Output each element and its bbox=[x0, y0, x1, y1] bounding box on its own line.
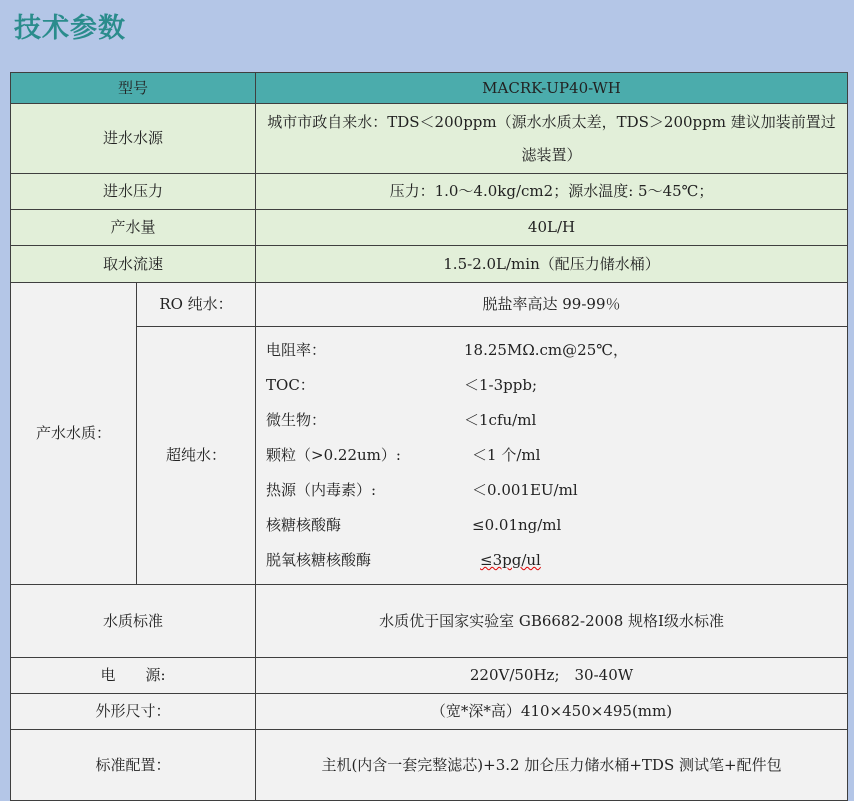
table-row bbox=[11, 210, 848, 246]
table-header-row bbox=[11, 73, 848, 104]
ro-value: 脱盐率高达 99-99％ bbox=[256, 283, 848, 327]
config-value: 主机(内含一套完整滤芯)+3.2 加仑压力储水桶+TDS 测试笔+配件包 bbox=[256, 730, 848, 801]
param-name: TOC： bbox=[266, 376, 315, 394]
quality-label: 产水水质： bbox=[11, 283, 137, 585]
table-row bbox=[11, 694, 848, 730]
output-label: 产水量 bbox=[11, 210, 256, 246]
param-row bbox=[266, 438, 837, 473]
table-row bbox=[11, 585, 848, 658]
param-row bbox=[266, 403, 837, 438]
inlet-pressure-label: 进水压力 bbox=[11, 174, 256, 210]
param-value: ＜1 个/ml bbox=[472, 446, 541, 464]
table-row bbox=[11, 327, 848, 585]
param-value: ＜1cfu/ml bbox=[464, 411, 537, 429]
spec-table bbox=[10, 72, 848, 801]
param-row bbox=[266, 543, 837, 578]
param-value: ＜1-3ppb; bbox=[464, 376, 538, 394]
standard-value: 水质优于国家实验室 GB6682-2008 规格Ⅰ级水标准 bbox=[256, 585, 848, 658]
param-name: 微生物： bbox=[266, 411, 327, 429]
table-row bbox=[11, 174, 848, 210]
inlet-source-label: 进水水源 bbox=[11, 104, 256, 174]
page-title: 技术参数 bbox=[14, 13, 126, 44]
param-row bbox=[266, 368, 837, 403]
param-name: 电阻率： bbox=[266, 341, 327, 359]
size-label: 外形尺寸： bbox=[11, 694, 256, 730]
power-label: 电 源: bbox=[11, 658, 256, 694]
param-name: 热源（内毒素）: bbox=[266, 481, 377, 499]
table-row bbox=[11, 730, 848, 801]
table-row bbox=[11, 283, 848, 327]
inlet-pressure-value: 压力：1.0～4.0kg/cm2；源水温度: 5～45℃； bbox=[256, 174, 848, 210]
table-row bbox=[11, 104, 848, 174]
model-label: 型号 bbox=[11, 73, 256, 104]
output-value: 40L/H bbox=[256, 210, 848, 246]
param-row bbox=[266, 333, 837, 368]
param-name: 颗粒（>0.22um）: bbox=[266, 446, 401, 464]
inlet-source-value: 城市市政自来水：TDS＜200ppm（源水水质太差，TDS＞200ppm 建议加装前置过滤装置） bbox=[256, 104, 848, 174]
flow-value: 1.5-2.0L/min（配压力储水桶） bbox=[256, 246, 848, 283]
ro-label: RO 纯水： bbox=[137, 283, 256, 327]
standard-label: 水质标准 bbox=[11, 585, 256, 658]
model-value: MACRK-UP40-WH bbox=[256, 73, 848, 104]
param-value: ≤0.01ng/ml bbox=[472, 516, 562, 534]
size-value: （宽*深*高）410×450×495(mm) bbox=[256, 694, 848, 730]
param-value: ≤3pg/ul bbox=[480, 551, 541, 569]
flow-label: 取水流速 bbox=[11, 246, 256, 283]
param-name: 核糖核酸酶 bbox=[266, 516, 342, 534]
param-row bbox=[266, 508, 837, 543]
param-value: ＜0.001EU/ml bbox=[472, 481, 578, 499]
config-label: 标准配置： bbox=[11, 730, 256, 801]
ultra-param-list bbox=[256, 327, 848, 585]
param-row bbox=[266, 473, 837, 508]
power-value: 220V/50Hz; 30-40W bbox=[256, 658, 848, 694]
ultra-label: 超纯水： bbox=[137, 327, 256, 585]
table-row bbox=[11, 658, 848, 694]
table-row bbox=[11, 246, 848, 283]
param-name: 脱氧核糖核酸酶 bbox=[266, 551, 372, 569]
param-value: 18.25MΩ.cm@25℃， bbox=[464, 341, 629, 359]
